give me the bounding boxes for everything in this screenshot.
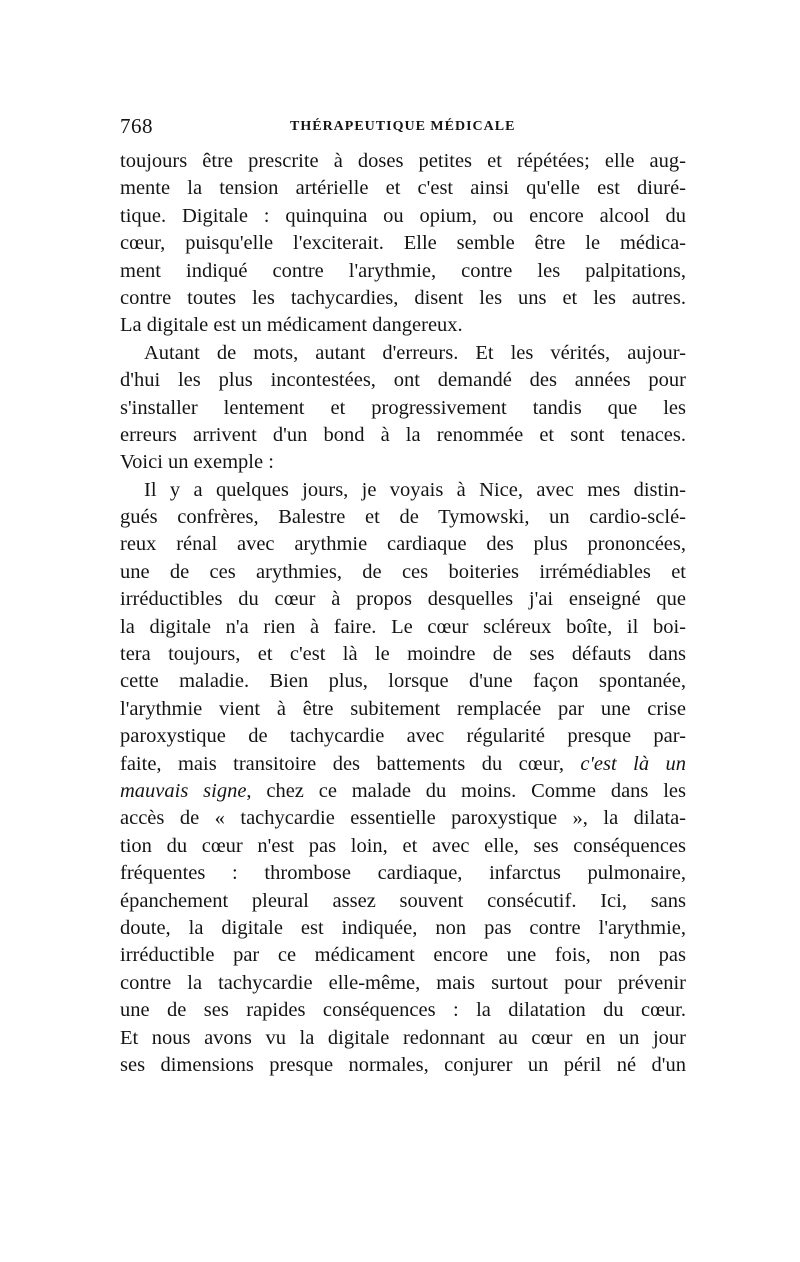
line-text: cœur, puisqu'elle l'exciterait. Elle semble être le médica- — [120, 232, 686, 255]
text-line — [120, 696, 686, 723]
text-line — [120, 860, 686, 887]
text-line — [120, 723, 686, 750]
line-text: contre toutes les tachycardies, disent les uns et les autres. — [120, 286, 686, 309]
line-text: tion du cœur n'est pas loin, et avec elle, ses conséquences — [120, 834, 686, 857]
line-text: mente la tension artérielle et c'est ainsi qu'elle est diuré- — [120, 177, 686, 200]
text-line — [120, 833, 686, 860]
line-text: la digitale n'a rien à faire. Le cœur scléreux boîte, il boi- — [120, 615, 686, 638]
line-text: Et nous avons vu la digitale redonnant au cœur en un jour — [120, 1026, 686, 1049]
text-line — [120, 1052, 686, 1079]
book-page — [120, 112, 686, 1079]
text-line — [120, 395, 686, 422]
line-text: doute, la digitale est indiquée, non pas contre l'arythmie, — [120, 916, 686, 939]
line-text: reux rénal avec arythmie cardiaque des plus prononcées, — [120, 533, 686, 556]
line-text: gués confrères, Balestre et de Tymowski, un cardio-sclé- — [120, 506, 686, 529]
line-text: Autant de mots, autant d'erreurs. Et les vérités, aujour- — [144, 341, 686, 364]
text-line — [120, 285, 686, 312]
text-line — [120, 805, 686, 832]
line-text: l'arythmie vient à être subitement remplacée par une crise — [120, 697, 686, 720]
italic-text: c'est là un — [580, 752, 687, 775]
line-text: tera toujours, et c'est là le moindre de ses défauts dans — [120, 643, 686, 666]
text-line — [120, 559, 686, 586]
text-line — [120, 477, 686, 504]
line-text: tique. Digitale : quinquina ou opium, ou encore alcool du — [120, 204, 686, 227]
text-line — [120, 340, 686, 367]
text-line — [120, 449, 686, 476]
text-line — [120, 942, 686, 969]
page-number: 768 — [120, 114, 153, 138]
text-line — [120, 258, 686, 285]
line-text: d'hui les plus incontestées, ont demandé des années pour — [120, 369, 686, 392]
line-text: contre la tachycardie elle-même, mais surtout pour prévenir — [120, 971, 686, 994]
text-line — [120, 586, 686, 613]
line-text: paroxystique de tachycardie avec régularité presque par- — [120, 725, 686, 748]
text-line — [120, 367, 686, 394]
text-line — [120, 778, 686, 805]
text-line — [120, 148, 686, 175]
line-text: fréquentes : thrombose cardiaque, infarctus pulmonaire, — [120, 862, 686, 885]
line-text: Voici un exemple : — [120, 451, 274, 474]
text-line — [120, 504, 686, 531]
line-text: , chez ce malade du moins. Comme dans les — [246, 779, 686, 802]
line-text: une de ses rapides conséquences : la dilatation du cœur. — [120, 999, 686, 1022]
line-text: Il y a quelques jours, je voyais à Nice, avec mes distin- — [144, 478, 686, 501]
line-text: ses dimensions presque normales, conjurer un péril né d'un — [120, 1053, 686, 1076]
line-text: toujours être prescrite à doses petites et répétées; elle aug- — [120, 150, 686, 172]
line-text: irréductible par ce médicament encore une fois, non pas — [120, 944, 686, 967]
text-line — [120, 997, 686, 1024]
text-line — [120, 312, 686, 339]
text-line — [120, 1025, 686, 1052]
line-text: épanchement pleural assez souvent consécutif. Ici, sans — [120, 889, 686, 912]
line-text: ment indiqué contre l'arythmie, contre les palpitations, — [120, 259, 686, 282]
text-line — [120, 531, 686, 558]
running-head — [120, 112, 686, 148]
line-text: erreurs arrivent d'un bond à la renommée et sont tenaces. — [120, 423, 686, 446]
text-line — [120, 668, 686, 695]
text-line — [120, 641, 686, 668]
text-line — [120, 970, 686, 997]
italic-text: mauvais signe — [120, 779, 247, 802]
text-line — [120, 422, 686, 449]
line-text: faite, mais transitoire des battements du cœur, — [120, 752, 564, 775]
text-line — [120, 888, 686, 915]
text-line — [120, 915, 686, 942]
line-text: cette maladie. Bien plus, lorsque d'une façon spontanée, — [120, 670, 686, 693]
text-line — [120, 614, 686, 641]
line-text: accès de « tachycardie essentielle paroxystique », la dilata- — [120, 807, 686, 830]
text-line — [120, 203, 686, 230]
text-line — [120, 751, 686, 778]
line-text: s'installer lentement et progressivement tandis que les — [120, 396, 686, 419]
line-text: une de ces arythmies, de ces boiteries irrémédiables et — [120, 560, 686, 583]
running-title: THÉRAPEUTIQUE MÉDICALE — [290, 119, 516, 134]
line-text: La digitale est un médicament dangereux. — [120, 314, 463, 337]
line-text: irréductibles du cœur à propos desquelles j'ai enseigné que — [120, 588, 686, 611]
text-line — [120, 230, 686, 257]
text-line — [120, 175, 686, 202]
body-text — [120, 148, 686, 1079]
